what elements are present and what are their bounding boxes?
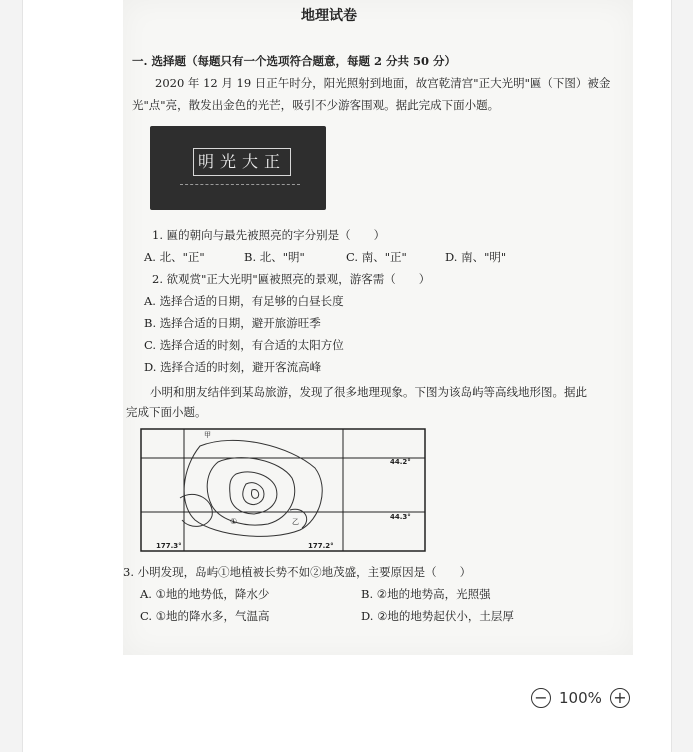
exam-title: 地理试卷 (301, 8, 357, 24)
q3-option-a: A. ①地的地势低，降水少 (140, 587, 270, 601)
minus-icon: − (534, 688, 548, 707)
q1-option-d: D. 南、"明" (445, 250, 507, 264)
map-lon-left: 177.3° (156, 542, 182, 550)
zoom-out-button[interactable] (531, 688, 551, 708)
map-point-jia: 甲 (204, 431, 211, 439)
map-point-1: ① (230, 517, 238, 526)
plus-icon: + (613, 688, 627, 707)
question-1: 1. 匾的朝向与最先被照亮的字分别是（ ） (152, 228, 386, 242)
intro-1-line-1: 2020 年 12 月 19 日正午时分，阳光照射到地面，故宫乾清宫"正大光明"匾（下图）被金 (155, 76, 611, 90)
contour-map (140, 428, 426, 552)
q2-option-b: B. 选择合适的日期，避开旅游旺季 (144, 316, 321, 330)
question-3: 3. 小明发现，岛屿①地植被长势不如②地茂盛，主要原因是（ ） (123, 565, 472, 579)
q1-option-b: B. 北、"明" (244, 250, 305, 264)
q1-option-a: A. 北、"正" (144, 250, 205, 264)
zoom-level: 100% (559, 689, 602, 707)
plaque-photo (150, 126, 326, 210)
map-lon-right: 177.2° (308, 542, 334, 550)
section-heading: 一. 选择题（每题只有一个选项符合题意，每题 2 分共 50 分） (132, 54, 457, 68)
map-lat-bottom: 44.3° (390, 513, 411, 521)
plaque-ornament (180, 184, 300, 201)
q3-option-b: B. ②地的地势高，光照强 (361, 587, 491, 601)
zoom-controls (531, 686, 630, 710)
question-2: 2. 欲观赏"正大光明"匾被照亮的景观，游客需（ ） (152, 272, 431, 286)
map-lat-top: 44.2° (390, 458, 411, 466)
intro-1-line-2: 光"点"亮，散发出金色的光芒，吸引不少游客围观。据此完成下面小题。 (132, 98, 500, 112)
map-point-2: 乙 (292, 518, 299, 526)
q2-option-d: D. 选择合适的时刻，避开客流高峰 (144, 360, 322, 374)
q3-option-d: D. ②地的地势起伏小，土层厚 (361, 609, 514, 623)
q2-option-a: A. 选择合适的日期，有足够的白昼长度 (144, 294, 344, 308)
intro-2-line-2: 完成下面小题。 (126, 405, 207, 419)
q2-option-c: C. 选择合适的时刻，有合适的太阳方位 (144, 338, 344, 352)
intro-2-line-1: 小明和朋友结伴到某岛旅游，发现了很多地理现象。下图为该岛屿等高线地形图。据此 (150, 385, 587, 399)
q1-option-c: C. 南、"正" (346, 250, 407, 264)
q3-option-c: C. ①地的降水多，气温高 (140, 609, 270, 623)
zoom-in-button[interactable] (610, 688, 630, 708)
plaque-inscription: 明光大正 (193, 148, 291, 176)
